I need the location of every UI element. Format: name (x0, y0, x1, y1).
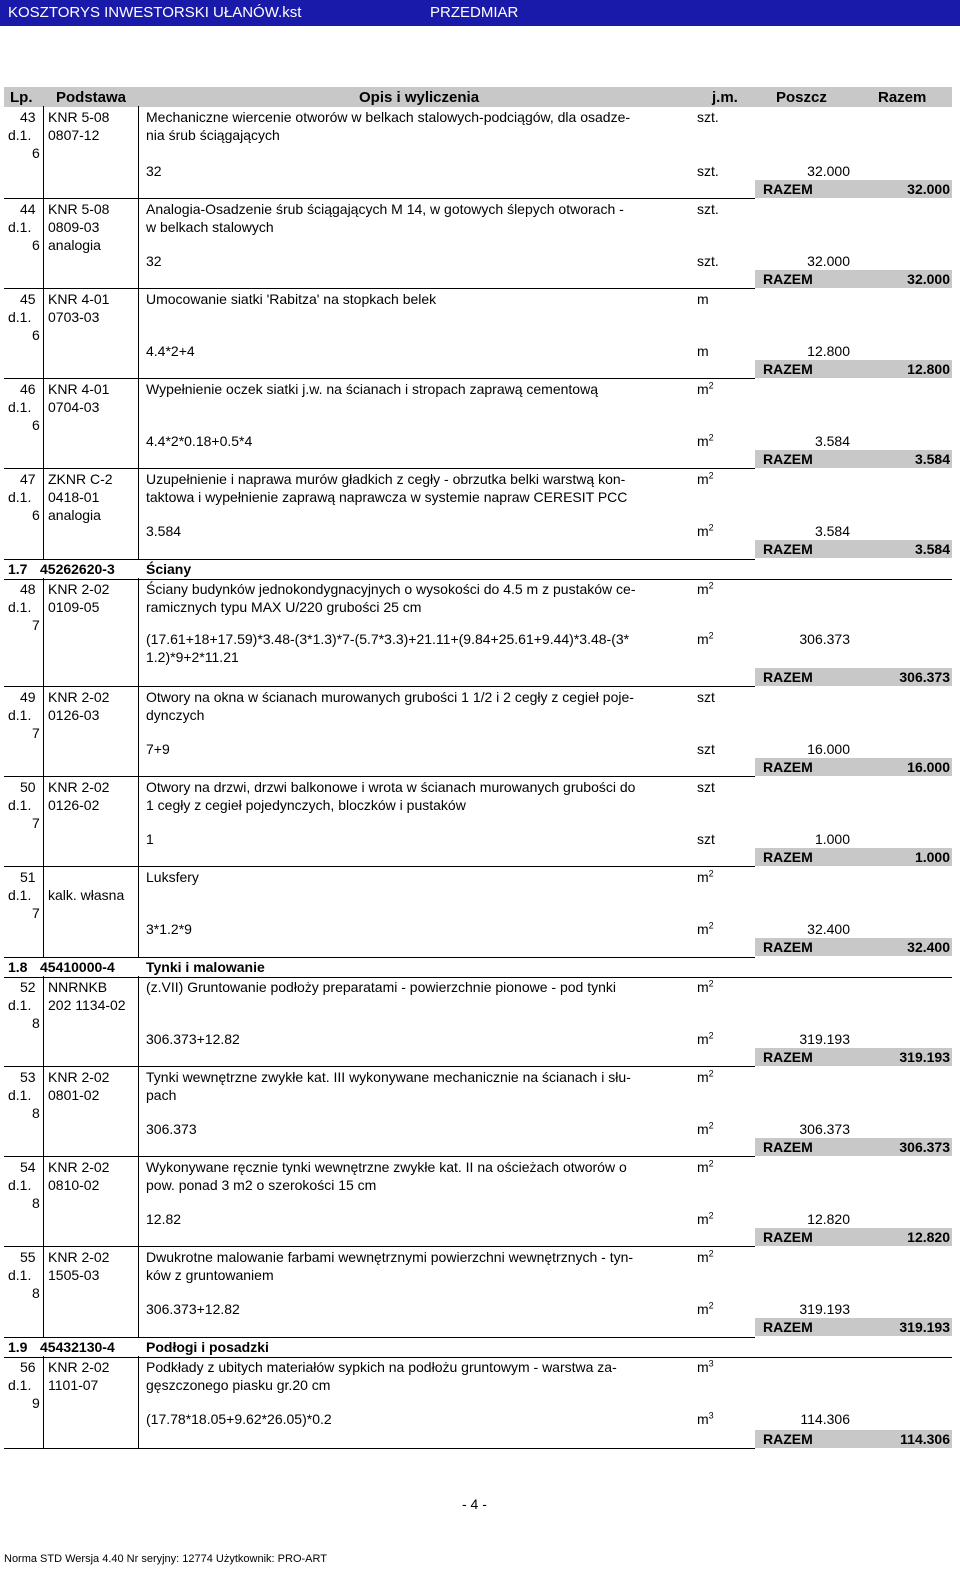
item-number: 6 (32, 145, 40, 161)
item-basis: 0704-03 (48, 399, 100, 415)
item-unit: szt. (697, 109, 719, 125)
item-calculation: (17.61+18+17.59)*3.48-(3*1.3)*7-(5.7*3.3)+21.11+(9.84+25.61+9.44)*3.48-(3* (146, 631, 630, 647)
item-number: d.1. (8, 997, 32, 1013)
item-unit: $m^3$ (697, 1358, 714, 1375)
item-number: d.1. (8, 399, 32, 415)
item-number: 8 (32, 1105, 40, 1121)
razem-row (755, 1430, 952, 1448)
column-divider (138, 468, 139, 559)
item-description: pach (146, 1087, 177, 1103)
item-description: Ściany budynków jednokondygnacyjnych o wysokości do 4.5 m z pustaków ce- (146, 581, 636, 597)
row-divider (4, 1156, 755, 1157)
item-basis: KNR 5-08 (48, 201, 110, 217)
item-calculation: 7+9 (146, 741, 170, 757)
razem-row (755, 450, 952, 468)
item-number: 8 (32, 1285, 40, 1301)
calc-unit: $m^3$ (697, 1410, 714, 1427)
item-subtotal: 319.193 (799, 1031, 850, 1047)
column-divider (138, 198, 139, 288)
razem-row (755, 758, 952, 776)
item-number: d.1. (8, 1177, 32, 1193)
item-description: ramicznych typu MAX U/220 grubości 25 cm (146, 599, 422, 615)
item-calculation: 32 (146, 163, 162, 179)
item-basis: 0418-01 (48, 489, 100, 505)
item-number: d.1. (8, 887, 32, 903)
item-subtotal: 12.800 (807, 343, 850, 359)
item-description: Tynki wewnętrzne zwykłe kat. III wykonywane mechanicznie na ścianach i słu- (146, 1069, 631, 1085)
item-basis: KNR 4-01 (48, 291, 110, 307)
title-bar (0, 0, 960, 26)
item-subtotal: 319.193 (799, 1301, 850, 1317)
razem-row (755, 1048, 952, 1066)
item-subtotal: 3.584 (814, 523, 850, 539)
calc-unit: szt (697, 741, 715, 757)
razem-row (755, 1318, 952, 1336)
item-number: d.1. (8, 127, 32, 143)
page-number: - 4 - (462, 1496, 487, 1512)
item-unit: szt (697, 779, 715, 795)
razem-label: RAZEM (763, 181, 813, 197)
item-number: 43 (20, 109, 36, 125)
item-description: Mechaniczne wiercenie otworów w belkach stalowych-podciągów, dla osadze- (146, 109, 631, 125)
item-basis: kalk. własna (48, 887, 125, 903)
section-code: 45432130-4 (40, 1339, 115, 1355)
item-number: 8 (32, 1195, 40, 1211)
table-header (4, 87, 952, 107)
item-basis: NNRNKB (48, 979, 108, 995)
column-divider (43, 1066, 44, 1156)
item-basis: KNR 4-01 (48, 381, 110, 397)
item-basis: 0109-05 (48, 599, 100, 615)
item-number: 48 (20, 581, 36, 597)
razem-row (755, 270, 952, 288)
item-basis: KNR 2-02 (48, 1069, 110, 1085)
section-number: 1.9 (8, 1339, 28, 1355)
item-description: (z.VII) Gruntowanie podłoży preparatami - powierzchnie pionowe - pod tynki (146, 979, 617, 995)
item-number: 54 (20, 1159, 36, 1175)
razem-label: RAZEM (763, 939, 813, 955)
section-code: 45262620-3 (40, 561, 115, 577)
item-number: 47 (20, 471, 36, 487)
item-number: 46 (20, 381, 36, 397)
section-code: 45410000-4 (40, 959, 115, 975)
razem-row (755, 1228, 952, 1246)
item-unit: m (697, 291, 709, 307)
item-subtotal: 16.000 (807, 741, 850, 757)
column-divider (138, 578, 139, 686)
column-divider (43, 1356, 44, 1448)
item-basis: KNR 2-02 (48, 689, 110, 705)
column-divider (43, 578, 44, 686)
item-number: 7 (32, 905, 40, 921)
razem-row (755, 1138, 952, 1156)
item-number: 7 (32, 617, 40, 633)
item-number: d.1. (8, 219, 32, 235)
item-basis: analogia (48, 237, 101, 253)
item-number: d.1. (8, 707, 32, 723)
column-divider (138, 1246, 139, 1337)
item-number: 7 (32, 725, 40, 741)
item-subtotal: 32.400 (807, 921, 850, 937)
razem-row (755, 360, 952, 378)
item-basis: KNR 5-08 (48, 109, 110, 125)
item-description: taktowa i wypełnienie zaprawą naprawcza w systemie napraw CERESIT PCC (146, 489, 628, 505)
item-number: 6 (32, 327, 40, 343)
item-basis: KNR 2-02 (48, 779, 110, 795)
calc-unit: $m^2$ (697, 1210, 714, 1227)
row-divider (4, 288, 755, 289)
section-title: Podłogi i posadzki (146, 1339, 269, 1355)
item-unit: szt (697, 689, 715, 705)
razem-label: RAZEM (763, 1139, 813, 1155)
razem-value: 319.193 (899, 1049, 950, 1065)
item-number: 56 (20, 1359, 36, 1375)
row-divider (4, 198, 755, 199)
item-number: d.1. (8, 797, 32, 813)
razem-label: RAZEM (763, 1229, 813, 1245)
item-unit: $m^2$ (697, 1248, 714, 1265)
item-unit: $m^2$ (697, 580, 714, 597)
calc-unit: $m^2$ (697, 432, 714, 449)
item-subtotal: 1.000 (814, 831, 850, 847)
item-unit: $m^2$ (697, 1068, 714, 1085)
item-calculation: 4.4*2+4 (146, 343, 195, 359)
calc-unit: $m^2$ (697, 1120, 714, 1137)
item-description: Otwory na drzwi, drzwi balkonowe i wrota w ścianach murowanych grubości do (146, 779, 636, 795)
column-divider (138, 1066, 139, 1156)
razem-value: 12.800 (907, 361, 950, 377)
col-poszcz: Poszcz (776, 89, 827, 106)
razem-label: RAZEM (763, 541, 813, 557)
item-subtotal: 3.584 (814, 433, 850, 449)
row-divider (4, 957, 755, 958)
column-divider (138, 106, 139, 198)
item-number: d.1. (8, 489, 32, 505)
item-calculation: 32 (146, 253, 162, 269)
item-number: 6 (32, 417, 40, 433)
col-opis: Opis i wyliczenia (359, 89, 480, 106)
item-calculation: (17.78*18.05+9.62*26.05)*0.2 (146, 1411, 332, 1427)
item-number: 45 (20, 291, 36, 307)
item-basis: KNR 2-02 (48, 1159, 110, 1175)
item-description: Wypełnienie oczek siatki j.w. na ścianach i stropach zaprawą cementową (146, 381, 598, 397)
item-basis: KNR 2-02 (48, 1359, 110, 1375)
razem-row (755, 180, 952, 198)
item-number: d.1. (8, 1087, 32, 1103)
item-subtotal: 12.820 (807, 1211, 850, 1227)
item-unit: szt. (697, 201, 719, 217)
item-number: 55 (20, 1249, 36, 1265)
item-number: d.1. (8, 599, 32, 615)
item-description: ków z gruntowaniem (146, 1267, 274, 1283)
item-basis: 0801-02 (48, 1087, 100, 1103)
razem-label: RAZEM (763, 669, 813, 685)
calc-unit: szt. (697, 253, 719, 269)
item-unit: $m^2$ (697, 470, 714, 487)
item-unit: $m^2$ (697, 1158, 714, 1175)
item-basis: 0810-02 (48, 1177, 100, 1193)
column-divider (43, 686, 44, 776)
row-divider (4, 1246, 755, 1247)
column-divider (43, 776, 44, 866)
item-basis: 1101-07 (48, 1377, 99, 1393)
razem-label: RAZEM (763, 849, 813, 865)
item-calculation: 306.373 (146, 1121, 197, 1137)
column-divider (43, 288, 44, 378)
item-description: Luksfery (146, 869, 199, 885)
item-unit: $m^2$ (697, 380, 714, 397)
item-subtotal: 32.000 (807, 163, 850, 179)
razem-label: RAZEM (763, 1319, 813, 1335)
calc-unit: szt. (697, 163, 719, 179)
col-lp: Lp. (10, 89, 33, 106)
column-divider (138, 866, 139, 957)
item-number: 6 (32, 507, 40, 523)
document-type: PRZEDMIAR (430, 4, 519, 21)
razem-row (755, 540, 952, 558)
razem-label: RAZEM (763, 1431, 813, 1447)
column-divider (43, 378, 44, 468)
item-number: 9 (32, 1395, 40, 1411)
item-calculation: 3.584 (146, 523, 182, 539)
row-divider (4, 468, 755, 469)
item-number: 6 (32, 237, 40, 253)
row-divider (4, 1337, 755, 1338)
item-calculation: 3*1.2*9 (146, 921, 192, 937)
section-number: 1.8 (8, 959, 28, 975)
column-divider (43, 106, 44, 198)
item-description: nia śrub ściągających (146, 127, 280, 143)
item-basis: ZKNR C-2 (48, 471, 113, 487)
item-number: 52 (20, 979, 36, 995)
column-divider (43, 1156, 44, 1246)
column-divider (43, 198, 44, 288)
item-number: 8 (32, 1015, 40, 1031)
item-basis: 0126-02 (48, 797, 100, 813)
item-basis: analogia (48, 507, 101, 523)
item-number: 51 (20, 869, 36, 885)
razem-row (755, 668, 952, 686)
razem-value: 114.306 (900, 1431, 950, 1447)
item-subtotal: 306.373 (799, 631, 850, 647)
razem-value: 32.000 (907, 181, 950, 197)
row-divider (4, 1448, 755, 1449)
row-divider (4, 1066, 755, 1067)
item-description: pow. ponad 3 m2 o szerokości 15 cm (146, 1177, 377, 1193)
item-number: 50 (20, 779, 36, 795)
item-description: Podkłady z ubitych materiałów sypkich na podłożu gruntowym - warstwa za- (146, 1359, 617, 1375)
item-description: Uzupełnienie i naprawa murów gładkich z cegły - obrzutka belki warstwą kon- (146, 471, 626, 487)
item-number: d.1. (8, 309, 32, 325)
column-divider (138, 686, 139, 776)
razem-label: RAZEM (763, 451, 813, 467)
item-description: Dwukrotne malowanie farbami wewnętrznymi powierzchni wewnętrznych - tyn- (146, 1249, 634, 1265)
item-basis: 0126-03 (48, 707, 100, 723)
section-number: 1.7 (8, 561, 28, 577)
column-divider (138, 1356, 139, 1448)
item-calculation: 306.373+12.82 (146, 1031, 240, 1047)
column-divider (138, 288, 139, 378)
footer: Norma STD Wersja 4.40 Nr seryjny: 12774 Użytkownik: PRO-ART (4, 1553, 327, 1565)
item-basis: KNR 2-02 (48, 1249, 110, 1265)
razem-label: RAZEM (763, 271, 813, 287)
item-description: w belkach stalowych (146, 219, 274, 235)
column-divider (43, 468, 44, 559)
item-subtotal: 32.000 (807, 253, 850, 269)
item-basis: 0807-12 (48, 127, 100, 143)
column-divider (138, 378, 139, 468)
calc-unit: $m^2$ (697, 920, 714, 937)
row-divider (4, 866, 755, 867)
item-unit: $m^2$ (697, 868, 714, 885)
item-number: 7 (32, 815, 40, 831)
document-title: KOSZTORYS INWESTORSKI UŁANÓW.kst (8, 4, 302, 21)
item-calculation-cont: 1.2)*9+2*11.21 (146, 649, 239, 665)
item-number: d.1. (8, 1267, 32, 1283)
item-calculation: 306.373+12.82 (146, 1301, 240, 1317)
razem-value: 319.193 (899, 1319, 950, 1335)
razem-value: 3.584 (914, 541, 950, 557)
col-razem: Razem (878, 89, 927, 106)
col-podstawa: Podstawa (56, 89, 127, 106)
item-subtotal: 306.373 (799, 1121, 850, 1137)
column-divider (43, 1246, 44, 1337)
item-basis: 0703-03 (48, 309, 100, 325)
item-calculation: 4.4*2*0.18+0.5*4 (146, 433, 253, 449)
calc-unit: $m^2$ (697, 1030, 714, 1047)
row-divider (4, 559, 755, 560)
item-number: 49 (20, 689, 36, 705)
item-number: 44 (20, 201, 36, 217)
calc-unit: m (697, 343, 709, 359)
item-basis: 1505-03 (48, 1267, 100, 1283)
razem-row (755, 848, 952, 866)
item-number: d.1. (8, 1377, 32, 1393)
item-description: dynczych (146, 707, 205, 723)
column-divider (138, 1156, 139, 1246)
calc-unit: $m^2$ (697, 522, 714, 539)
razem-label: RAZEM (763, 1049, 813, 1065)
razem-value: 1.000 (914, 849, 950, 865)
item-description: Otwory na okna w ścianach murowanych grubości 1 1/2 i 2 cegły z cegieł poje- (146, 689, 634, 705)
item-number: 53 (20, 1069, 36, 1085)
razem-value: 12.820 (907, 1229, 950, 1245)
razem-value: 32.000 (907, 271, 950, 287)
col-jm: j.m. (712, 89, 738, 106)
razem-label: RAZEM (763, 759, 813, 775)
razem-label: RAZEM (763, 361, 813, 377)
item-description: gęszczonego piasku gr.20 cm (146, 1377, 331, 1393)
calc-unit: $m^2$ (697, 630, 714, 647)
item-calculation: 1 (146, 831, 154, 847)
razem-row (755, 938, 952, 956)
section-title: Tynki i malowanie (146, 959, 265, 975)
column-divider (138, 776, 139, 866)
razem-value: 306.373 (899, 1139, 950, 1155)
row-divider (4, 378, 755, 379)
row-divider (4, 686, 755, 687)
item-description: Umocowanie siatki 'Rabitza' na stopkach belek (146, 291, 437, 307)
razem-value: 306.373 (899, 669, 950, 685)
section-title: Ściany (146, 561, 192, 577)
row-divider (4, 776, 755, 777)
item-basis: KNR 2-02 (48, 581, 110, 597)
item-unit: $m^2$ (697, 978, 714, 995)
item-calculation: 12.82 (146, 1211, 182, 1227)
item-basis: 202 1134-02 (48, 997, 126, 1013)
razem-value: 3.584 (914, 451, 950, 467)
calc-unit: szt (697, 831, 715, 847)
calc-unit: $m^2$ (697, 1300, 714, 1317)
column-divider (43, 976, 44, 1066)
column-divider (138, 976, 139, 1066)
item-description: 1 cegły z cegieł pojedynczych, bloczków i pustaków (146, 797, 466, 813)
column-divider (43, 866, 44, 957)
item-description: Analogia-Osadzenie śrub ściągających M 14, w gotowych ślepych otworach - (146, 201, 624, 217)
item-basis: 0809-03 (48, 219, 100, 235)
item-subtotal: 114.306 (800, 1411, 850, 1427)
razem-value: 32.400 (907, 939, 950, 955)
item-description: Wykonywane ręcznie tynki wewnętrzne zwykłe kat. II na ościeżach otworów o (146, 1159, 627, 1175)
razem-value: 16.000 (907, 759, 950, 775)
